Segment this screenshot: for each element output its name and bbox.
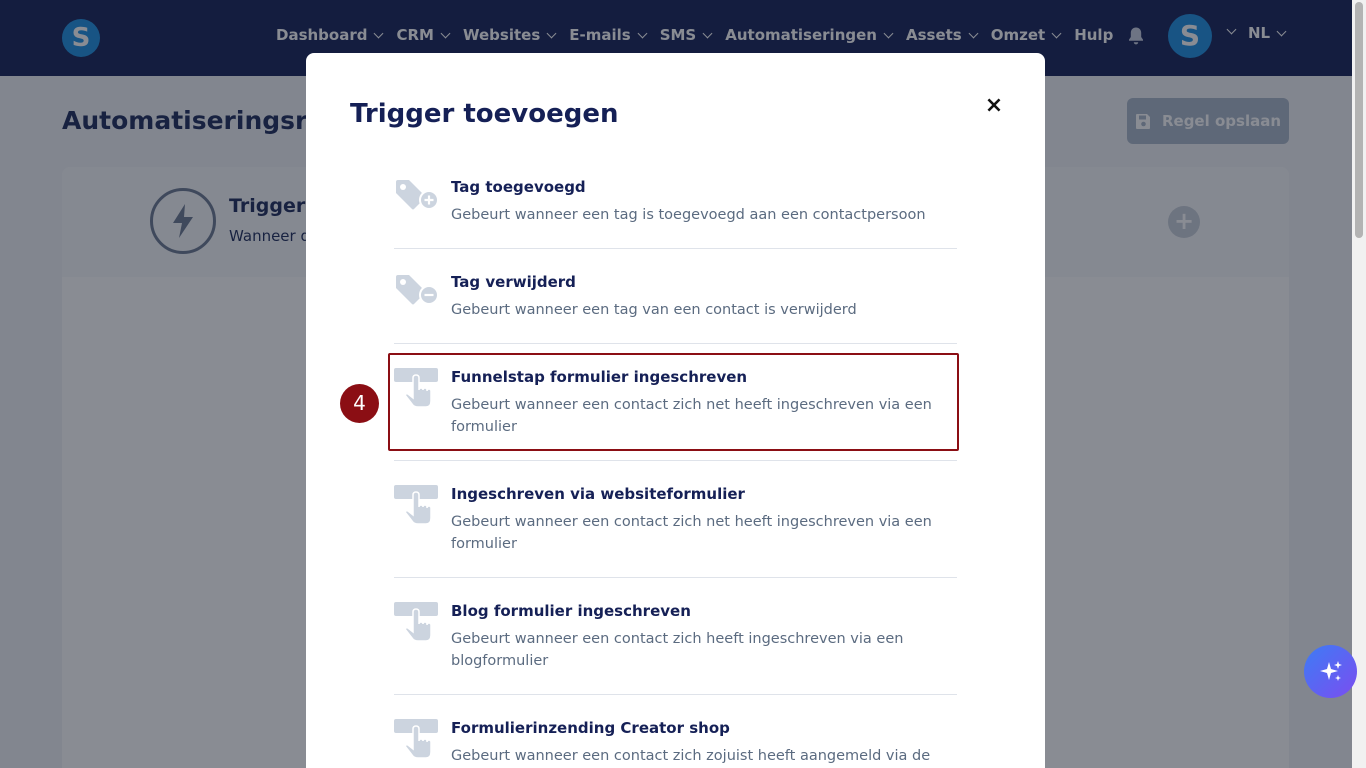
option-description: Gebeurt wanneer een contact zich net heeft ingeschreven via een formulier bbox=[451, 514, 932, 552]
option-title: Funnelstap formulier ingeschreven bbox=[451, 368, 748, 386]
form-click-icon bbox=[394, 368, 440, 410]
option-title: Formulierinzending Creator shop bbox=[451, 719, 730, 737]
modal-title: Trigger toevoegen bbox=[350, 99, 619, 129]
page-scrollbar[interactable] bbox=[1352, 0, 1366, 768]
option-description: Gebeurt wanneer een contact zich heeft ingeschreven via een blogformulier bbox=[451, 631, 904, 669]
divider bbox=[394, 577, 957, 578]
divider bbox=[394, 248, 957, 249]
option-title: Blog formulier ingeschreven bbox=[451, 602, 691, 620]
trigger-modal bbox=[306, 53, 1045, 768]
trigger-option-funnel-form[interactable] bbox=[394, 368, 957, 438]
option-description: Gebeurt wanneer een contact zich net heeft ingeschreven via een formulier bbox=[451, 397, 932, 435]
trigger-option-tag-added[interactable] bbox=[394, 178, 957, 238]
form-click-icon bbox=[394, 485, 440, 527]
sparkle-icon bbox=[1318, 659, 1344, 685]
form-click-icon bbox=[394, 602, 440, 644]
ai-assistant-button[interactable] bbox=[1304, 645, 1357, 698]
trigger-option-website-form[interactable] bbox=[394, 485, 957, 555]
divider bbox=[394, 694, 957, 695]
option-title: Tag toegevoegd bbox=[451, 178, 586, 196]
close-icon[interactable]: × bbox=[984, 93, 1004, 118]
trigger-option-blog-form[interactable] bbox=[394, 602, 957, 672]
tag-remove-icon bbox=[394, 273, 440, 315]
option-title: Tag verwijderd bbox=[451, 273, 576, 291]
form-click-icon bbox=[394, 719, 440, 761]
trigger-option-tag-removed[interactable] bbox=[394, 273, 957, 333]
option-description: Gebeurt wanneer een contact zich zojuist heeft aangemeld via de bbox=[451, 748, 931, 764]
step-number-badge: 4 bbox=[340, 384, 379, 423]
scrollbar-thumb[interactable] bbox=[1355, 2, 1363, 238]
option-description: Gebeurt wanneer een tag is toegevoegd aan een contactpersoon bbox=[451, 207, 926, 223]
tag-add-icon bbox=[394, 178, 440, 220]
option-title: Ingeschreven via websiteformulier bbox=[451, 485, 745, 503]
trigger-option-creator-shop[interactable] bbox=[394, 719, 957, 768]
divider bbox=[394, 460, 957, 461]
option-description: Gebeurt wanneer een tag van een contact is verwijderd bbox=[451, 302, 857, 318]
divider bbox=[394, 343, 957, 344]
